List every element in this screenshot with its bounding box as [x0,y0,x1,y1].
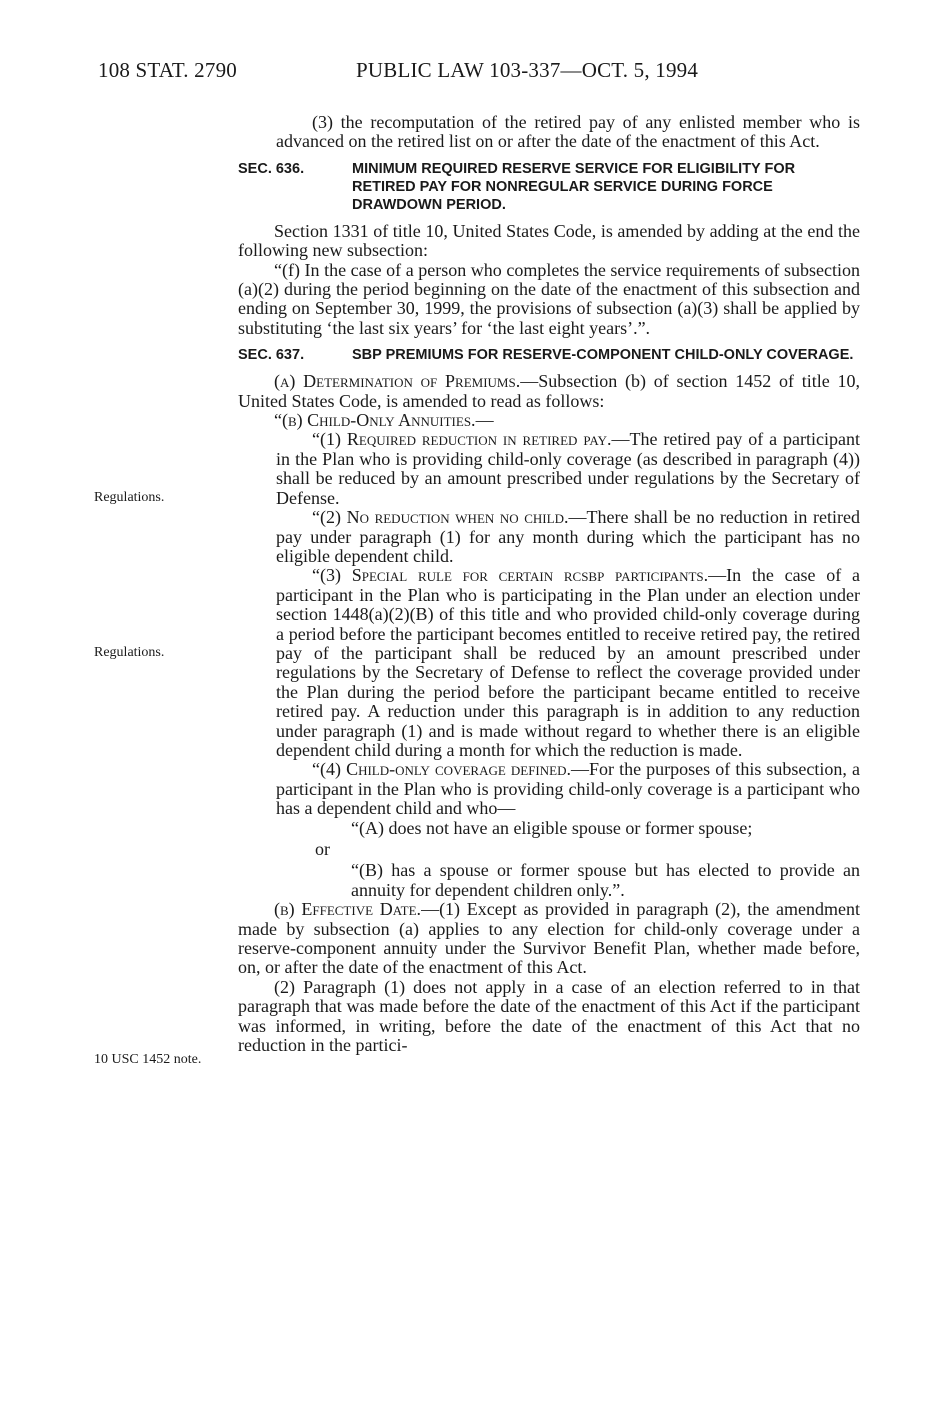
subsection-a-premiums [238,372,860,411]
paragraph-1-text: —The retired pay of a participant in the Plan who is providing child-only coverage (as described in paragraph (4)) shall be reduced by an amount prescribed under regulations by the Secretary of Defense. [276,429,860,508]
paragraph-4-text: —For the purposes of this subsection, a participant in the Plan who is providing child-only coverage is a participant who has a dependent child and who— [276,759,860,819]
subsection-b-heading: “(b) Child-Only Annuities. [274,410,476,431]
section-636-title: MINIMUM REQUIRED RESERVE SERVICE FOR ELIGIBILITY FOR RETIRED PAY FOR NONREGULAR SERVICE DURING FORCE DRAWDOWN PERIOD. [352,160,796,213]
subparagraph-a: “(A) does not have an eligible spouse or former spouse; [351,817,753,838]
page-stat-reference: 108 STAT. 2790 [98,58,237,82]
paragraph-636-b: “(f) In the case of a person who completes the service requirements of subsection (a)(2) during the period beginning on the date of the enactment of this subsection and ending on September 30, 1999, the provisions of subsection (a)(3) shall be applied by substituting ‘the last six years’ for ‘the last eight years’.”. [238,259,860,338]
paragraph-636-a: Section 1331 of title 10, United States Code, is amended by adding at the end the following new subsection: [238,220,860,261]
subsection-b-dash: — [475,410,494,431]
subparagraph-b: “(B) has a spouse or former spouse but has elected to provide an annuity for dependent children only.”. [351,860,860,900]
paragraph-1-heading: “(1) Required reduction in retired pay. [312,429,612,450]
subsection-b-child-only [238,411,860,430]
effective-date-text: —(1) Except as provided in paragraph (2), the amendment made by subsection (a) applies to any election for child-only coverage under a reserve-component annuity under the Survivor Benefit Plan, whether made before, on, or after the date of the enactment of this Act. [238,899,860,978]
statute-body [238,113,860,1055]
paragraph-1-required-reduction [276,430,860,508]
subsection-a-text: —Subsection (b) of section 1452 of title 10, United States Code, is amended to read as follows: [238,371,861,411]
subsection-b-effective-date [238,900,860,978]
margin-note-regulations-2: Regulations. [94,645,165,660]
section-636-heading [238,160,860,214]
margin-note-regulations-1: Regulations. [94,490,165,505]
section-637-title: SBP PREMIUMS FOR RESERVE-COMPONENT CHILD-ONLY COVERAGE. [352,347,854,364]
paragraph-4-definition [276,760,860,818]
paragraph-intro: (3) the recomputation of the retired pay of any enlisted member who is advanced on the retired list on or after the date of the enactment of this Act. [276,112,860,152]
margin-note-usc-citation: 10 USC 1452 note. [94,1052,202,1067]
paragraph-2-no-reduction [276,508,860,566]
section-636-number: SEC. 636. [238,160,305,177]
or-connector: or [315,839,330,859]
paragraph-3-heading: “(3) Special rule for certain rcsbp participants. [312,565,709,586]
paragraph-4-heading: “(4) Child-only coverage defined. [312,759,571,780]
paragraph-2-text: —There shall be no reduction in retired pay under paragraph (1) for any month during which the participant has no eligible dependent child. [276,507,861,566]
effective-date-heading: (b) Effective Date. [274,899,422,920]
effective-date-paragraph-2: (2) Paragraph (1) does not apply in a case of an election referred to in that paragraph that was made before the date of the enactment of this Act if the participant was informed, in writing, before the date of the enactment of this Act that no reduction in the partici- [238,976,860,1056]
subsection-a-heading: (a) Determination of Premiums. [274,371,521,392]
paragraph-2-heading: “(2) No reduction when no child. [312,507,569,528]
section-637-number: SEC. 637. [238,347,305,364]
paragraph-3-text: —In the case of a participant in the Plan who is participating in the Plan under an election under section 1448(a)(2)(B) of this title and who provided child-only coverage during a period before the participant becomes entitled to receive retired pay, the retired pay of the participant shall be reduced by an amount prescribed under regulations by the Secretary of Defense to reflect the coverage provided under the Plan during the period before the participant became entitled to receive retired pay. A reduction under this paragraph is in addition to any reduction under paragraph (1) and is made without regard to whether there is an eligible dependent child during a month for which the reduction is made. [276,565,860,760]
section-637-heading [238,346,860,364]
paragraph-3-special-rule [276,566,860,760]
running-header-title: PUBLIC LAW 103-337—OCT. 5, 1994 [356,58,699,82]
